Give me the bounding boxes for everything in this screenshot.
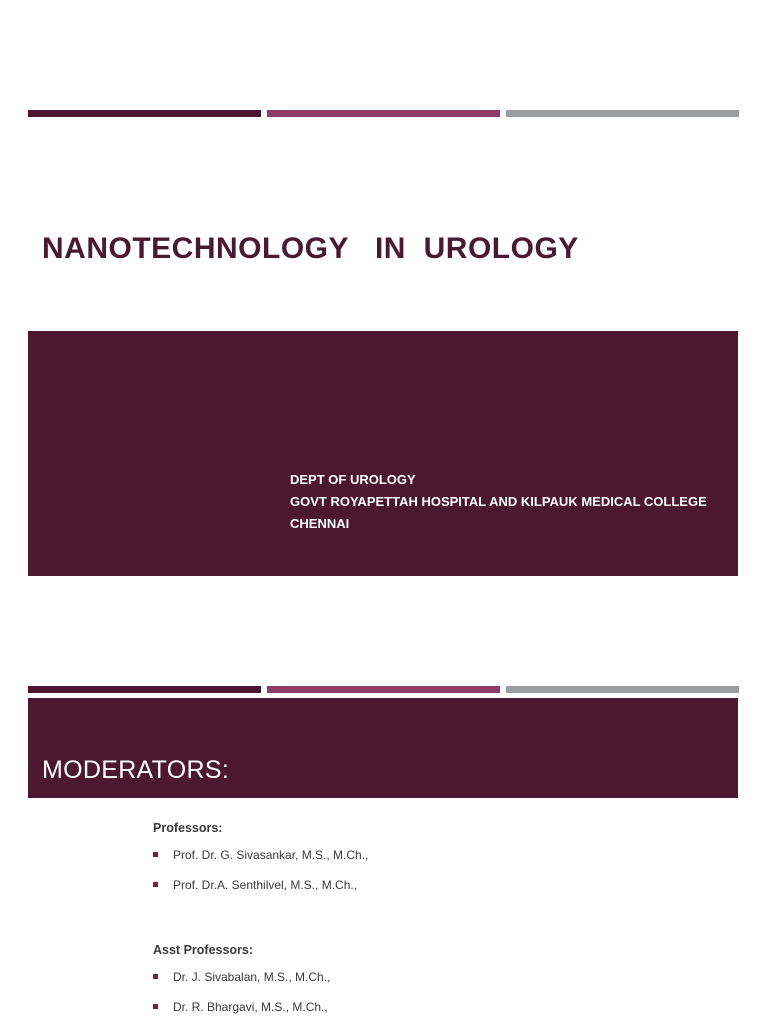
accent-bar-plum: [267, 686, 500, 693]
slide2-header: [28, 698, 738, 798]
moderator-name: Prof. Dr.A. Senthilvel, M.S., M.Ch.,: [173, 878, 358, 892]
asst-professors-heading: Asst Professors:: [153, 943, 254, 957]
bullet-icon: [153, 1004, 158, 1009]
bullet-icon: [153, 882, 158, 887]
moderator-name: Dr. J. Sivabalan, M.S., M.Ch.,: [173, 970, 331, 984]
slide2-title: MODERATORS:: [42, 756, 230, 784]
bullet-icon: [153, 974, 158, 979]
moderator-name: Dr. R. Bhargavi, M.S., M.Ch.,: [173, 1000, 328, 1014]
slide1-accent-bars: [28, 110, 739, 117]
accent-bar-maroon: [28, 110, 261, 117]
professors-heading: Professors:: [153, 821, 223, 835]
accent-bar-gray: [506, 686, 739, 693]
city-line: CHENNAI: [290, 516, 350, 531]
accent-bar-gray: [506, 110, 739, 117]
accent-bar-maroon: [28, 686, 261, 693]
accent-bar-plum: [267, 110, 500, 117]
dept-line: DEPT OF UROLOGY: [290, 472, 416, 487]
moderator-name: Prof. Dr. G. Sivasankar, M.S., M.Ch.,: [173, 848, 369, 862]
professors-section: [153, 821, 368, 907]
list-item: [153, 847, 368, 877]
slide1-title: NANOTECHNOLOGY IN UROLOGY: [42, 232, 579, 265]
bullet-icon: [153, 852, 158, 857]
list-item: [153, 969, 330, 999]
slide1-dept-panel: [28, 331, 738, 576]
asst-professors-section: [153, 943, 330, 1029]
slide2-accent-bars: [28, 686, 739, 693]
list-item: [153, 877, 368, 907]
hospital-line: GOVT ROYAPETTAH HOSPITAL AND KILPAUK MEDICAL COLLEGE: [290, 494, 707, 509]
asst-professors-list: [153, 969, 330, 1029]
dept-info: [290, 469, 707, 535]
list-item: [153, 999, 330, 1029]
professors-list: [153, 847, 368, 907]
